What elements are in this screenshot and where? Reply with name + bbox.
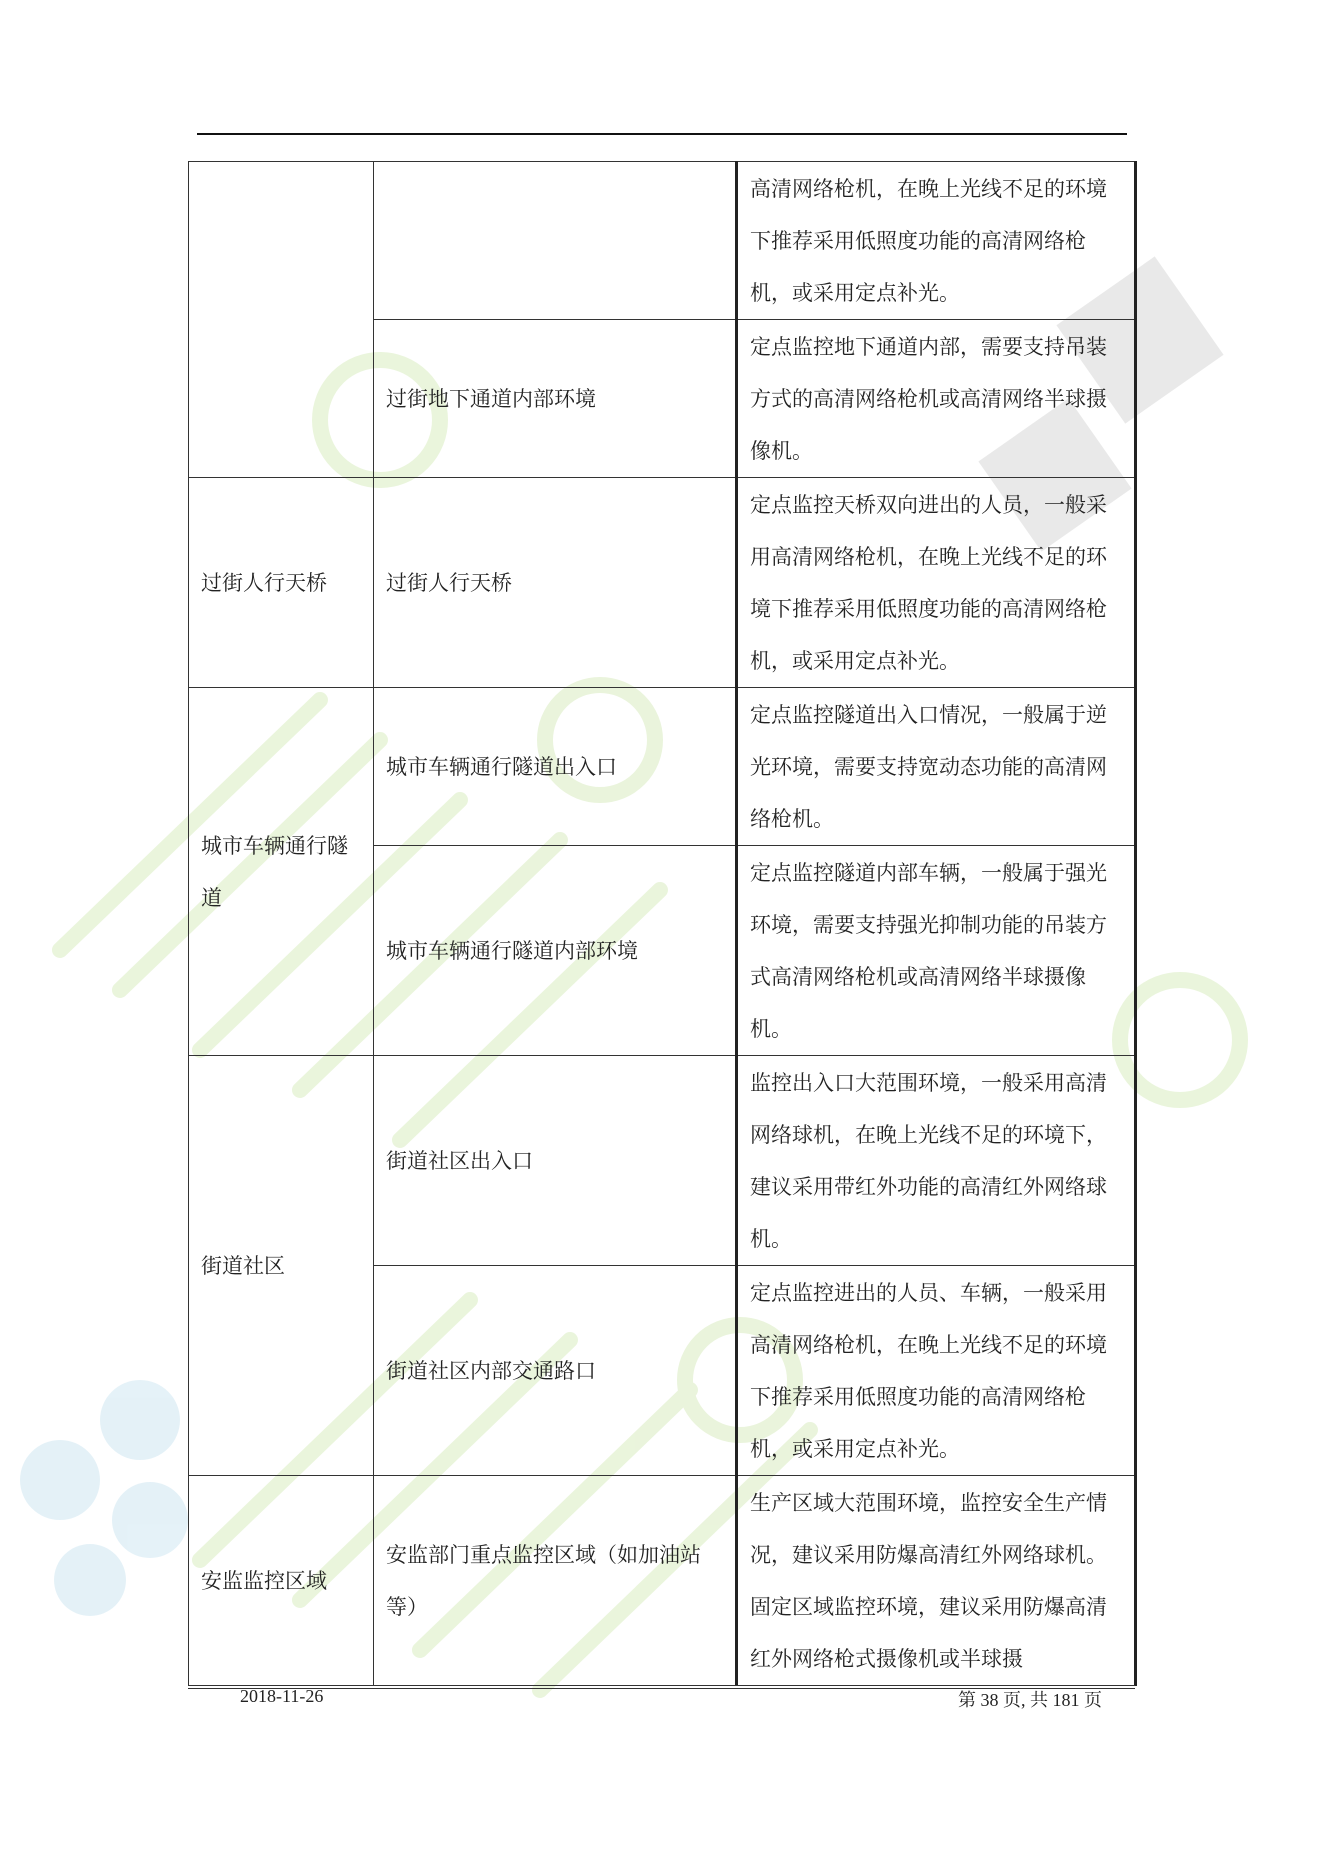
location-cell: 过街人行天桥 bbox=[374, 478, 737, 688]
category-cell: 街道社区 bbox=[189, 1056, 374, 1476]
footer-page-number: 第 38 页, 共 181 页 bbox=[958, 1690, 1102, 1710]
description-cell: 定点监控隧道内部车辆，一般属于强光环境，需要支持强光抑制功能的吊装方式高清网络枪机或高清网络半球摄像机。 bbox=[737, 846, 1136, 1056]
category-cell: 过街人行天桥 bbox=[189, 478, 374, 688]
description-cell: 定点监控隧道出入口情况，一般属于逆光环境，需要支持宽动态功能的高清网络枪机。 bbox=[737, 688, 1136, 846]
table-row bbox=[189, 1476, 1136, 1686]
description-cell: 监控出入口大范围环境，一般采用高清网络球机，在晚上光线不足的环境下，建议采用带红外功能的高清红外网络球机。 bbox=[737, 1056, 1136, 1266]
header-rule bbox=[197, 133, 1127, 135]
description-cell: 高清网络枪机，在晚上光线不足的环境下推荐采用低照度功能的高清网络枪机，或采用定点补光。 bbox=[737, 162, 1136, 320]
location-cell: 过街地下通道内部环境 bbox=[374, 320, 737, 478]
table-row bbox=[189, 1056, 1136, 1266]
category-cell: 安监监控区域 bbox=[189, 1476, 374, 1686]
description-cell: 生产区域大范围环境，监控安全生产情况，建议采用防爆高清红外网络球机。固定区域监控环境，建议采用防爆高清红外网络枪式摄像机或半球摄 bbox=[737, 1476, 1136, 1686]
footer-date: 2018-11-26 bbox=[240, 1686, 324, 1706]
table-row bbox=[189, 162, 1136, 320]
description-cell: 定点监控进出的人员、车辆，一般采用高清网络枪机，在晚上光线不足的环境下推荐采用低照度功能的高清网络枪机，或采用定点补光。 bbox=[737, 1266, 1136, 1476]
table-row bbox=[189, 688, 1136, 846]
location-cell: 安监部门重点监控区域（如加油站等） bbox=[374, 1476, 737, 1686]
category-cell: 城市车辆通行隧道 bbox=[189, 688, 374, 1056]
spec-table bbox=[188, 161, 1137, 1686]
category-cell bbox=[189, 162, 374, 478]
location-cell: 街道社区出入口 bbox=[374, 1056, 737, 1266]
location-cell: 街道社区内部交通路口 bbox=[374, 1266, 737, 1476]
location-cell: 城市车辆通行隧道出入口 bbox=[374, 688, 737, 846]
table-row bbox=[189, 478, 1136, 688]
description-cell: 定点监控地下通道内部，需要支持吊装方式的高清网络枪机或高清网络半球摄像机。 bbox=[737, 320, 1136, 478]
location-cell bbox=[374, 162, 737, 320]
location-cell: 城市车辆通行隧道内部环境 bbox=[374, 846, 737, 1056]
description-cell: 定点监控天桥双向进出的人员，一般采用高清网络枪机，在晚上光线不足的环境下推荐采用低照度功能的高清网络枪机，或采用定点补光。 bbox=[737, 478, 1136, 688]
